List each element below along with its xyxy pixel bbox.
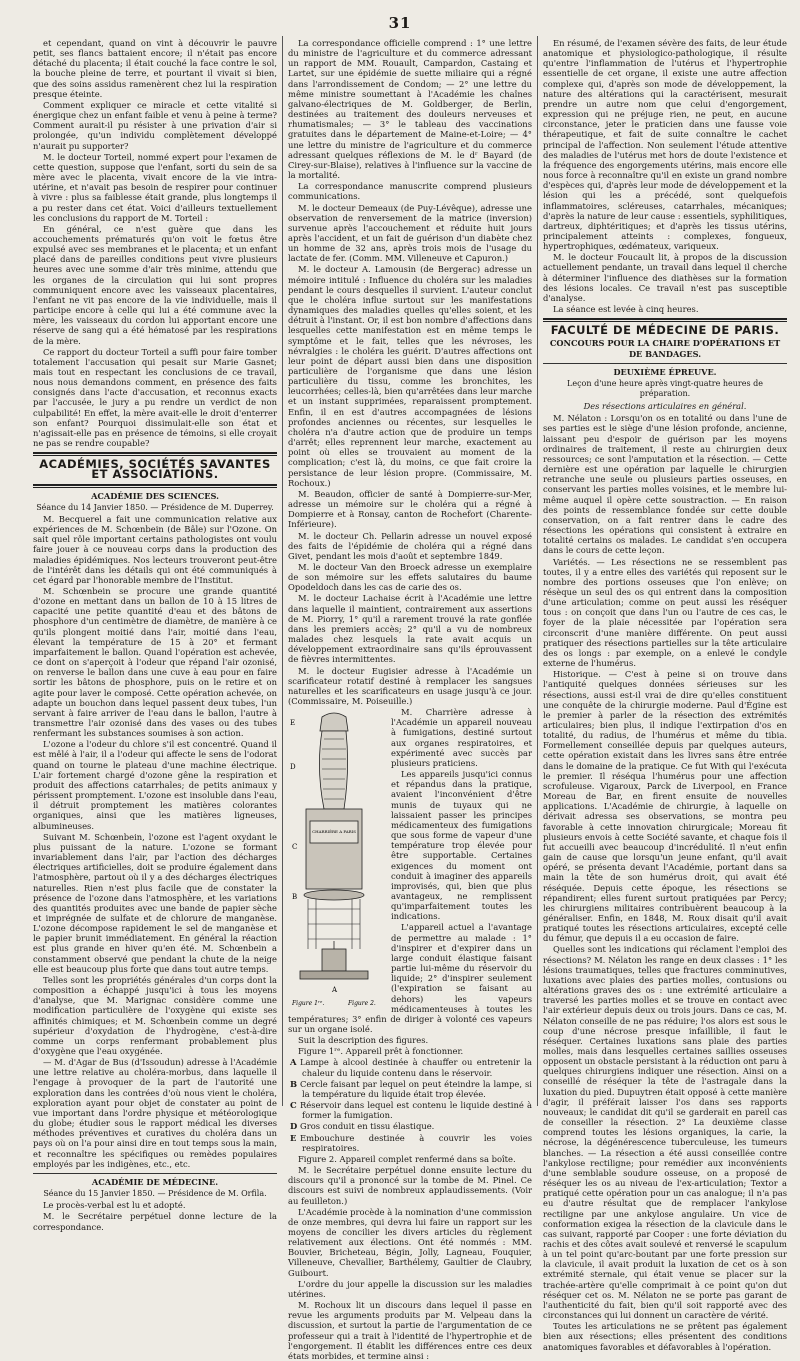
paragraph: Variétés. — Les résections ne se ressemblent pas toutes, il y a entre elles des variétés qui reposent sur le nombre des portions osseuses que l'on enlève; on résèque un seul des os qui entrent dans la composition d'une articulation; comme on peut aussi les réséquer tous : on conçoit que dans l'un ou l'autre de ces cas, le foyer de la plaie nécessitée par l'opération sera circonscrit d'une manière différente. On peut aussi pratiquer des résections partielles sur la tête articulaire des os longs : par exemple, on a enlevé le condyle externe de l'humérus. xyxy=(543,556,787,669)
session-line: Séance du 15 Janvier 1850. — Présidence de M. Orfila. xyxy=(43,1189,267,1199)
subsection-title: ACADÉMIE DE MÉDECINE. xyxy=(91,1176,219,1187)
paragraph: En résumé, de l'examen sévère des faits, de leur étude anatomique et physiologico-pathologique, il résulte qu'entre l'inflammation de l'utérus et l'hypertrophie essentielle de cet organe, il existe une autre affection complexe qui, d'après son mode de développement, la nature des altérations qui la caractérisent, mesurait prendre un autre nom que celui d'engorgement, expression qui ne préjuge rien, ne peut, en aucune circonstance, jeter le praticien dans une fausse voie thérapeutique, et fait de suite connaître le cachet principal de l'affection. Non seulement l'étude attentive des maladies de l'utérus met hors de doute l'existence et la fréquence des engorgements utérins, mais encore elle nous force à reconnaître qu'il en existe un grand nombre d'espèces qui, d'après leur mode de développement et la lésion qui les a précédé, sont quelquefois inflammatoires, scléreuses, catarrhales, mécaniques; d'après la nature de leur cause : essentiels, syphilitiques, dartreux, diphtéritiques; et d'après les tissus utérins, principalement atteints : complexes, fongueux, hypertrophiques, œdémateux, variqueux. xyxy=(543,38,787,252)
paragraph: M. Rochoux lit un discours dans lequel il passe en revue les arguments produits par M. Velpeau dans la discussion, et surtout la partie de l'argumentation de ce professeur qui a trait à l'identité de l'hypertrophie et de l'engorgement. Il établit les différences entre ces deux états morbides, et termine ainsi : xyxy=(288,1300,532,1361)
paragraph: et cependant, quand on vint à découvrir le pauvre petit, ses flancs battaient encore; il n'était pas encore détaché du placenta; il était couché la face contre le sol, la bouche pleine de terre, et pourtant il vivait si bien, que des soins assidus ramenèrent chez lui la respiration presque éteinte. xyxy=(33,38,277,99)
maker-mark: CHARRIÈRE A PARIS xyxy=(312,829,356,835)
paragraph: M. Nélaton : Lorsqu'on os en totalité ou dans l'une de ses parties est le siège d'une lésion profonde, ancienne, laissant peu d'espoir de guérison par les moyens ordinaires de traitement, il reste au chirurgien deux ressources; ce sont l'amputation et la résection. — Cette dernière est une opération par laquelle le chirurgien retranche une seule ou plusieurs parties osseuses, en conservant les parties molles voisines, et le membre lui-même auquel il opère cette soustraction. — En raison des points de ressemblance fondée sur cette double conservation, on a fait rentrer dans le cadre des résections les opérations qui consistent à extraire en totalité certains os malades. Le candidat s'en occupera dans le cours de cette leçon. xyxy=(543,413,787,556)
paragraph: — M. d'Agar de Bus (d'Issoudun) adresse à l'Académie une lettre relative au choléra-morbus, dans laquelle il l'engage à provoquer de la part de l'autorité une exploration dans les contrées d'où nous vient le choléra, exploration ayant pour objet de constater au point de vue important dans l'ordre physique et météorologique du globe; étudier sous le rapport médical les diverses méthodes préventives et curatives du choléra dans un pays où on l'a pour ainsi dire en tout temps sous la main, et reconnaître les spécifiques ou remèdes populaires employés par les indigènes, etc., etc. xyxy=(33,1057,277,1169)
legend-item: A Lampe à alcool destinée à chauffer ou entretenir la chaleur du liquide contenu dans le réservoir. xyxy=(290,1057,532,1078)
paragraph: L'ordre du jour appelle la discussion sur les maladies utérines. xyxy=(288,1278,532,1299)
column-rule-right xyxy=(537,36,538,1106)
divider xyxy=(33,1173,277,1174)
paragraph: Suit la description des figures. xyxy=(298,1035,429,1046)
column-2 xyxy=(288,38,532,1361)
legend-item: E Embouchure destinée à couvrir les voies respiratoires. xyxy=(290,1132,532,1153)
divider xyxy=(543,363,787,364)
paragraph: M. Charrière adresse à l'Académie un appareil nouveau à fumigations, destiné surtout aux organes respiratoires, et expérimenté avec succès par plusieurs praticiens. xyxy=(391,707,532,768)
paragraph: Les appareils jusqu'ici connus et répandus dans la pratique, avaient l'inconvénient d'être munis de tuyaux qui ne laissaient passer les principes médicamenteux des fumigations que sous forme de vapeur d'une température trop élevée pour être supportable. Certaines exigences du moment ont conduit à imaginer des appareils improvisés, qui, bien que plus avantageux, ne remplissent qu'imparfaitement toutes les indications. xyxy=(391,769,532,922)
paragraph: M. Schœnbein se procure une grande quantité d'ozone en mettant dans un ballon de 10 à 15 litres de capacité une petite quantité d'eau et des bâtons de phosphore d'un centimètre de diamètre, de manière à ce qu'ils plongent moitié dans l'air, moitié dans l'eau, élevant la température de 15 à 20° et fermant imparfaitement le ballon. Quand l'opération est achevée, ce dont on s'aperçoit à l'odeur que répand l'air ozonisé, on renverse le ballon dans une cuve à eau pour en faire sortir les bâtons de phosphore, puis on le retire et on agite pour laver le composé. Cette opération achevée, on adapte un bouchon dans lequel passent deux tubes, l'un servant à faire arriver de l'eau dans le ballon, l'autre à transmettre l'air ozonisé dans des vases ou des tubes renfermant les substances soumises à son action. xyxy=(33,585,277,739)
figure-2-caption: Figure 2. xyxy=(348,1000,376,1008)
section-title: FACULTÉ DE MÉDECINE DE PARIS. xyxy=(550,323,780,338)
paragraph: Le procès-verbal est lu et adopté. xyxy=(43,1200,186,1211)
epreuve-title: DEUXIÈME ÉPREUVE. xyxy=(613,366,717,377)
column-rule-left xyxy=(282,36,283,1106)
paragraph: Figure 1ʳᵉ. Appareil prêt à fonctionner. xyxy=(298,1046,464,1057)
label-b: B xyxy=(292,893,298,902)
section-divider xyxy=(543,318,787,322)
paragraph: La séance est levée à cinq heures. xyxy=(553,304,699,315)
label-e: E xyxy=(290,719,296,728)
legend-item: B Cercle faisant par lequel on peut éteindre la lampe, si la température du liquide était trop élevée. xyxy=(290,1078,532,1099)
paragraph: La correspondance officielle comprend : 1° une lettre du ministre de l'agriculture et du commerce adressant un rapport de MM. Rouault, Campardon, Castaing et Lartet, sur une épidémie de suette miliaire qui a régné dans l'arrondissement de Condom; — 2° une lettre du même ministre soumettant à l'Académie les chaînes galvano-électriques de M. Goldberger, de Berlin, destinées au traitement des douleurs nerveuses et rhumatismales; — 3° le tableau des vaccinations gratuites dans le département de Maine-et-Loire; — 4° une lettre du ministre de l'agriculture et du commerce adressant quelques réflexions de M. le dʳ Bayard (de Cirey-sur-Blaise), relatives à l'influence sur la vaccine de la mortalité. xyxy=(288,38,532,181)
legend-item: C Réservoir dans lequel est contenu le liquide destiné à former la fumigation. xyxy=(290,1100,532,1121)
paragraph: M. le docteur Demeaux (de Puy-Lévêque), adresse une observation de renversement de la matrice (inversion) survenue après l'accouchement et réduite huit jours après l'accident, et un fait de guérison d'un diabète chez un homme de 32 ans, après trois mois de l'usage du lactate de fer. (Comm. MM. Villeneuve et Capuron.) xyxy=(288,202,532,264)
paragraph: L'appareil actuel a l'avantage de permettre au malade : 1° d'inspirer et d'expirer dans un large conduit élastique faisant partie lui-même du réservoir du liquide; 2° d'inspirer seulement (l'expiration se faisant au dehors) les vapeurs médicamenteuses à toutes les températures; 3° enfin de diriger à volonté ces vapeurs sur un organe isolé. xyxy=(288,922,532,1034)
paragraph: M. le Secrétaire perpétuel donne lecture de la correspondance. xyxy=(33,1211,277,1232)
paragraph: M. le docteur Lachaise écrit à l'Académie une lettre dans laquelle il maintient, contrairement aux assertions de M. Piorry, 1° qu'il a rarement trouvé la rate gonflée dans les premiers accès; 2° qu'il a vu de nombreux malades chez lesquels la rate avait acquis un développement extraordinaire sans qu'ils éprouvassent de fièvres intermittentes. xyxy=(288,593,532,665)
column-3 xyxy=(543,38,787,1352)
paragraph: M. le docteur A. Lamousin (de Bergerac) adresse un mémoire intitulé : Influence du choléra sur les maladies pendant le cours desquelles il survient. L'auteur conclut que le choléra influe surtout sur les manifestations dynamiques des maladies quelles qu'elles soient, et les détruit à l'instant. Or, il est bon nombre d'affections dans lesquelles cette manifestation est en même temps le symptôme et le fait, telles que les névroses, les névralgies : le choléra les guérit. D'autres affections ont leur point de départ aussi bien dans une disposition particulière de l'organisme que dans une lésion particulière du tissu, comme les bronchites, les leucorrhées; celles-là, bien qu'arrêtées dans leur marche et un instant supprimées, reparaissent promptement. Enfin, il en est d'autres accompagnées de lésions profondes anciennes ou récentes, sur lesquelles le choléra n'a d'autre action que de produire un temps d'arrêt; elles reprennent leur marche, exactement au point où elles se trouvaient au moment de la complication; c'est là, du moins, ce que fait croire la persistance de leur lésion propre. (Commissaire, M. Rochoux.) xyxy=(288,264,532,488)
paragraph: M. Becquerel a fait une communication relative aux expériences de M. Schœnbein (de Bâle) sur l'Ozone. On sait quel rôle important certains pathologistes ont voulu faire jouer à ce nouveau corps dans la production des maladies épidémiques. Nos lecteurs trouveront peut-être de l'intérêt dans les détails qui ont été communiqués à cet égard par l'honorable membre de l'Institut. xyxy=(33,513,277,585)
paragraph: M. le Secrétaire perpétuel donne ensuite lecture du discours qu'il a prononcé sur la tombe de M. Pinel. Ce discours est suivi de nombreux applaudissements. (Voir au feuilleton.) xyxy=(288,1165,532,1206)
section-title: ACADÉMIES, SOCIÉTÉS SAVANTES ET ASSOCIATIONS. xyxy=(39,457,271,482)
paragraph: L'Académie procède à la nomination d'une commission de onze membres, qui devra lui faire un rapport sur les moyens de concilier les divers articles du règlement relativement aux élections. Ont été nommés : MM. Bouvier, Bricheteau, Bégin, Jolly, Lagneau, Fouquier, Villeneuve, Chevallier, Barthélemy, Gaultier de Claubry, Guibourt. xyxy=(288,1206,532,1278)
label-a: A xyxy=(332,986,338,995)
label-c: C xyxy=(292,843,298,852)
lecon-line: Leçon d'une heure après vingt-quatre heures de préparation. xyxy=(567,378,763,398)
paragraph: Figure 2. Appareil complet renfermé dans sa boîte. xyxy=(298,1153,516,1164)
paragraph: M. le docteur Ch. Pellarin adresse un nouvel exposé des faits de l'épidémie de choléra qui a régné dans Givet, pendant les mois d'août et septembre 1849. xyxy=(288,530,532,561)
paragraph: Suivant M. Schœnbein, l'ozone est l'agent oxydant le plus puissant de la nature. L'ozone se formant invariablement dans l'air, par l'action des décharges électriques artificielles, doit se produire également dans l'atmosphère, partout où il y a des décharges électriques naturelles. Rien n'est plus facile que de constater la présence de l'ozone dans l'atmosphère, et les variations des quantités produites avec une bande de papier sèche et imprégnée de sulfate et de chlorure de manganèse. L'ozone décompose rapidement le sel de manganèse et le papier brunit immédiatement. En général la réaction est plus grande en hiver qu'en été. M. Schœnbein a constamment observé que pendant la chute de la neige elle est beaucoup plus forte que dans tout autre temps. xyxy=(33,831,277,974)
paragraph: La correspondance manuscrite comprend plusieurs communications. xyxy=(288,181,532,202)
paragraph: M. le docteur Foucault lit, à propos de la discussion actuellement pendante, un travail dans lequel il cherche à déterminer l'influence des diathèses sur la formation des lésions locales. Ce travail n'est pas susceptible d'analyse. xyxy=(543,252,787,303)
paragraph: M. le docteur Eugisier adresse à l'Académie un scarificateur rotatif destiné à remplacer les sangsues naturelles et les scarificateurs en usage jusqu'à ce jour. (Commissaire, M. Poiseuille.) xyxy=(288,665,532,706)
paragraph: En général, ce n'est guère que dans les accouchements prématurés qu'on voit le fœtus être expulsé avec ses membranes et le placenta; et un enfant placé dans de pareilles conditions peut vivre plusieurs heures avec une somme d'air très minime, attendu que les organes de la circulation qui lui sont propres communiquent encore avec les vaisseaux placentaires, l'enfant ne vit pas encore de la vie individuelle, mais il participe encore à celle qui lui a été commune avec la mère, les vaisseaux du cordon lui apportant encore une réserve de sang qui a été hématosé par les respirations de la mère. xyxy=(33,223,277,346)
section-divider xyxy=(33,484,277,488)
lecon-subject: Des résections articulaires en général. xyxy=(583,401,747,412)
page-number: 31 xyxy=(388,14,412,32)
session-line: Séance du 14 Janvier 1850. — Présidence de M. Duperrey. xyxy=(36,502,274,512)
paragraph: M. le docteur Torteil, nommé expert pour l'examen de cette question, suppose que l'enfant, sorti du sein de sa mère avec le placenta, vivait encore de la vie intra-utérine, et n'avait pas besoin de respirer pour continuer à vivre : plus sa faiblesse était grande, plus longtemps il a pu rester dans cet état. Voici d'ailleurs textuellement les conclusions du rapport de M. Torteil : xyxy=(33,151,277,223)
section-divider xyxy=(33,452,277,456)
paragraph: Ce rapport du docteur Torteil a suffi pour faire tomber totalement l'accusation qui pesait sur Marie Gasnet; mais tout en respectant les conclusions de ce travail, nous nous demandons comment, en présence des faits consignés dans l'acte d'accusation, et reconnus exacts par l'accusée, le jury a pu rendre un verdict de non culpabilité! En effet, la mère avait-elle le droit d'enterrer son enfant? Pourquoi dissimulait-elle son état et n'agissait-elle pas en présence de témoins, si elle croyait ne pas se rendre coupable? xyxy=(33,346,277,449)
paragraph: M. le docteur Van den Broeck adresse un exemplaire de son mémoire sur les effets salutaires du baume Opodeldoch dans les cas de carie des os. xyxy=(288,561,532,593)
legend-item: D Gros conduit en tissu élastique. xyxy=(290,1121,435,1132)
paragraph: Comment expliquer ce miracle et cette vitalité si énergique chez un enfant faible et venu à peine à terme? Comment aurait-il pu résister à une privation d'air si prolongée, qu'un individu complètement développé n'aurait pu supporter? xyxy=(33,99,277,151)
paragraph: Telles sont les propriétés générales d'un corps dont la composition a échappé jusqu'ici à tous les moyens d'analyse, que M. Marignac considère comme une modification particulière de l'oxygène qui existe ses affinités chimiques; et M. Schœnbein comme un degré supérieur d'oxydation de l'hydrogène, c'est-à-dire comme un corps renfermant probablement plus d'oxygène que l'eau oxygénée. xyxy=(33,974,277,1056)
paragraph: Toutes les articulations ne se prêtent pas également bien aux résections; elles présentent des conditions anatomiques favorables et défavorables à l'opération. xyxy=(543,1321,787,1352)
column-1 xyxy=(33,38,277,1232)
subsection-title: CONCOURS POUR LA CHAIRE D'OPÉRATIONS ET DE BANDAGES. xyxy=(549,338,781,359)
subsection-title: ACADÉMIE DES SCIENCES. xyxy=(91,490,219,501)
fumigation-apparatus-illustration xyxy=(288,709,384,1009)
paragraph: Quelles sont les indications qui réclament l'emploi des résections? M. Nélaton les range en deux classes : 1° les lésions traumatiques, telles que fractures comminutives, luxations avec plaies des parties molles, contusions ou altérations graves des os : une extrémité articulaire a traversé les parties molles et se trouve en contact avec l'air extérieur depuis deux ou trois jours. Dans ce cas, M. Nélaton conseille de ne pas réduire; l'os alors est sous le coup d'une nécrose presque infaillible, il faut le réséquer. Certaines luxations sans plaie des parties molles, mais dans lesquelles certaines saillies osseuses opposent un obstacle persistant à la réduction ont paru à quelques chirurgiens indiquer une résection. Ainsi on a conseillé de réséquer la tête de l'astragale dans la luxation du pied. Dupuytren était opposé à cette manière d'agir, il préférait laisser l'os dans ses rapports nouveaux; le candidat dit qu'il se garderait en pareil cas de conseiller la résection. 2° La deuxième classe comprend toutes les lésions organiques, la carie, la nécrose, la dégénérescence tuberculeuse, les tumeurs blanches. — La résection a été aussi conseillée contre l'ankylose rectiligne; pour remédier aux inconvénients d'une semblable soudure osseuse, on a proposé de réséquer les os au niveau de l'ex-articulation; Textor a pratiqué cette opération pour un cas analogue; il n'a pas eu d'autre résultat que de remplacer l'ankylose rectiligne par une ankylose angulaire. Un vice de conformation exigea la résection de la clavicule dans le cas suivant, rapporté par Cooper : une forte déviation du rachis et des côtes avait soulevé et renversé le scapulum à un tel point qu'arc-boutant par une forte pression sur la clavicule, il avait produit la luxation de cet os à son extrémité sternale, qui était venue se placer sur la trachée-artère qu'elle comprimait à ce point qu'on dut réséquer cet os. M. Nélaton ne se porte pas garant de l'authenticité du fait, bien qu'il soit rapporté avec des circonstances qui lui donnent un caractère de vérité. xyxy=(543,944,787,1321)
figure-legend xyxy=(288,1057,532,1152)
paragraph: L'ozone a l'odeur du chlore s'il est concentré. Quand il est mêlé à l'air, il a l'odeur qui affecte le sens de l'odorat quand on tourne le plateau d'une machine électrique. L'air fortement chargé d'ozone gêne la respiration et produit des affections catarrhales; de petits animaux y périssent promptement. L'ozone est insoluble dans l'eau, il détruit promptement les matières colorantes organiques, ainsi que les matières ligneuses, albumineuses. xyxy=(33,739,277,831)
paragraph: M. Beaudon, officier de santé à Dompierre-sur-Mer, adresse un mémoire sur le choléra qui a régné à Dompierre et à Ronsay, canton de Rochefort (Charente-Inférieure). xyxy=(288,488,532,530)
paragraph: Historique. — C'est à peine si on trouve dans l'antiquité quelques données sérieuses sur les résections, aussi est-il vrai de dire qu'elles constituent une conquête de la chirurgie moderne. Paul d'Égine est le premier à parler de la résection des extrémités articulaires; bien plus, il indique l'extirpation d'os en totalité, du radius, de l'humérus et même du tibia. Formellement conseillée depuis par quelques auteurs, cette opération existait dans les livres sans être entrée dans le domaine de la pratique. Ce fut With qui l'exécuta le premier. Il réséqua l'humérus pour une affection scrofuleuse. Vigaroux, Parck de Liverpool, en France Moreau de Bar, en firent ensuite de nouvelles applications. L'Académie de chirurgie, à laquelle on dérivait adressa ses observations, se montra peu favorable à cette innovation chirurgicale; Moreau fit plusieurs envois à cette Société savante, et chaque fois il fut accueilli avec beaucoup d'incrédulité. Il n'eut enfin gain de cause que lorsqu'un jeune enfant, qu'il avait opéré, se présenta devant l'Académie, portant dans sa main la tête de son humérus droit, qui avait été réséquée. Depuis cette époque, les résections se répandirent; elles furent surtout pratiquées par Percy; les chirurgiens militaires contribuèrent beaucoup à la généraliser. Enfin, en 1848, M. Roux disait qu'il avait pratiqué toutes les résections articulaires, excepté celle du fémur, que depuis il a eu occasion de faire. xyxy=(543,669,787,944)
figure-1-caption: Figure 1ʳᵉ. xyxy=(292,1000,325,1008)
label-d: D xyxy=(290,763,296,772)
